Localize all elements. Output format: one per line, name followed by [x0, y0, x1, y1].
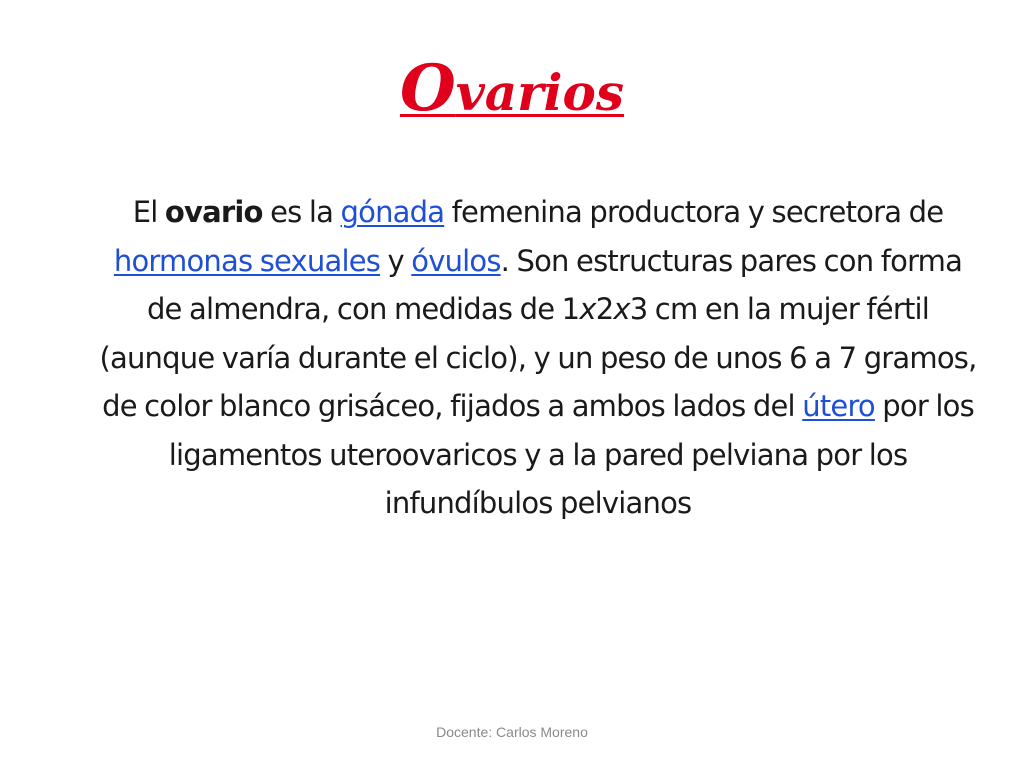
- body-text-segment: . Son estructuras pares con forma de almendra, con medidas de 1: [146, 243, 963, 326]
- link-utero[interactable]: útero: [802, 389, 875, 423]
- body-text-segment: por los ligamentos uteroovaricos y a la pared pelviana por los infundíbulos pelvianos: [168, 389, 974, 520]
- body-text-segment: 3 cm en la mujer fértil (aunque varía durante el ciclo), y un peso de unos 6 a 7 gramos, de color blanco grisáceo, fijados a ambos lados del: [99, 292, 977, 423]
- body-italic-x: x: [579, 292, 596, 326]
- body-text-segment: y: [380, 243, 412, 278]
- body-text-segment: El: [132, 195, 165, 229]
- link-gonada[interactable]: gónada: [340, 195, 445, 229]
- body-bold-term: ovario: [164, 195, 263, 229]
- body-text-segment: es la: [262, 195, 341, 229]
- footer-author: Docente: Carlos Moreno: [436, 724, 588, 740]
- slide-title-rest: varios: [455, 63, 625, 122]
- link-ovulos[interactable]: óvulos: [411, 243, 501, 278]
- slide-title: [0, 51, 1024, 128]
- body-text-segment: 2: [595, 292, 614, 326]
- body-paragraph: [96, 188, 980, 528]
- body-italic-x: x: [613, 292, 630, 326]
- slide-title-initial: O: [399, 51, 456, 126]
- link-hormonas-sexuales[interactable]: hormonas sexuales: [113, 243, 381, 278]
- body-text-segment: femenina productora y secretora de: [444, 195, 944, 229]
